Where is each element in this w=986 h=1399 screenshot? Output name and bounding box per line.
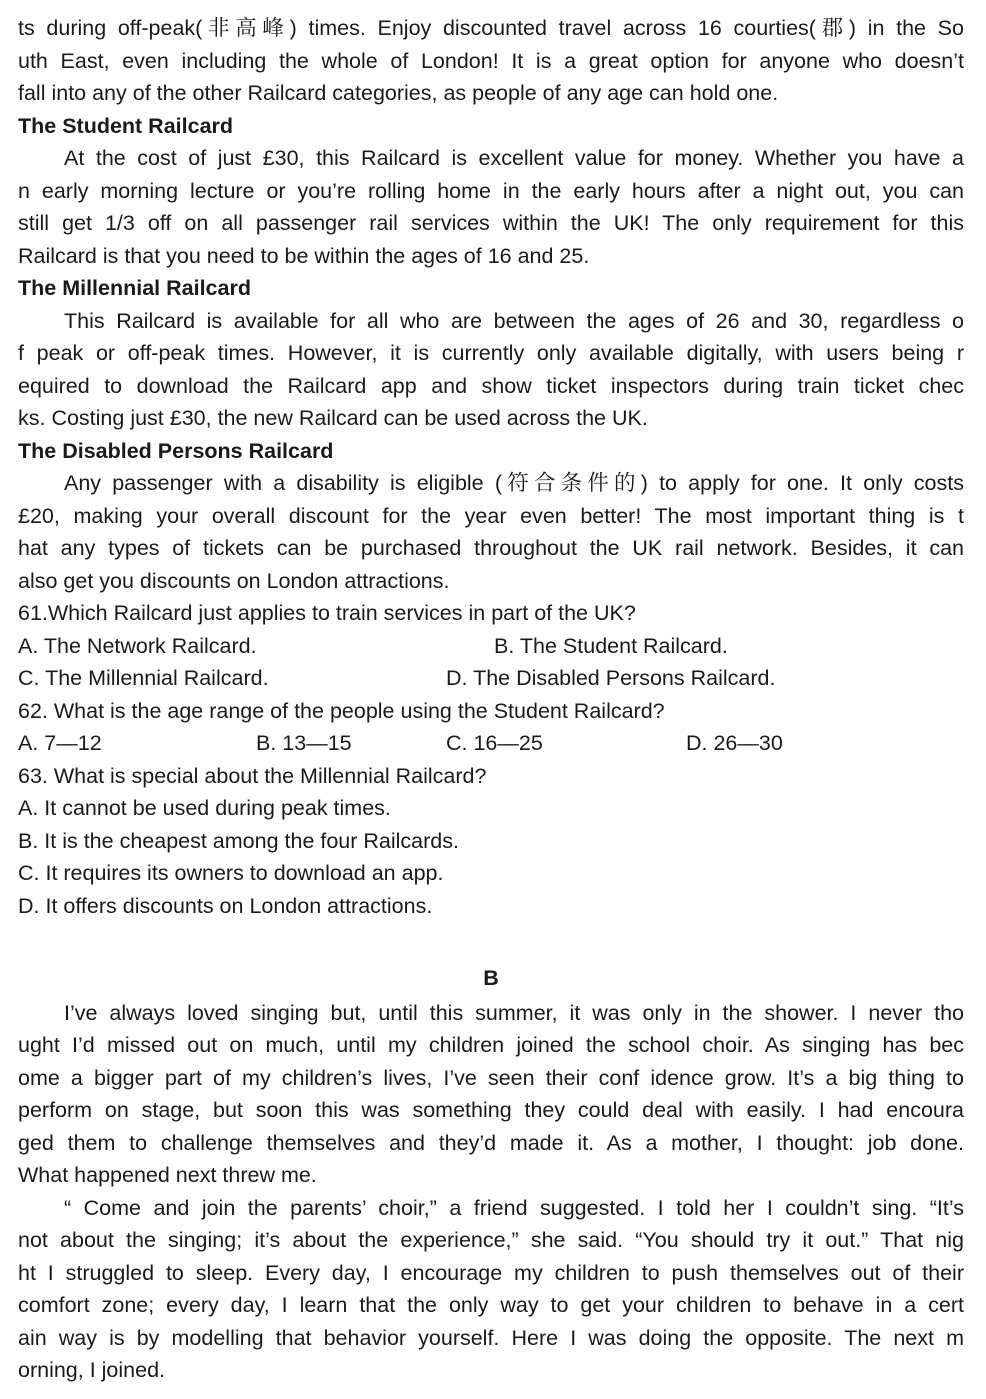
question-62 [18, 695, 964, 760]
disabled-railcard-paragraph [18, 467, 964, 597]
text-line: “ Come and join the parents’ choir,” a friend suggested. I told her I couldn’t sing. “It’s [64, 1195, 964, 1220]
options-row [18, 662, 964, 695]
text-line: What happened next threw me. [18, 1163, 317, 1187]
option-c: C. 16—25 [446, 731, 543, 755]
text-line: not about the singing; it’s about the experience,” she said. “You should try it out.” That nig [18, 1228, 964, 1252]
text-line: At the cost of just £30, this Railcard is excellent value for money. Whether you have a [64, 146, 964, 170]
text-line: ht I struggled to sleep. Every day, I encourage my children to push themselves out of their [18, 1260, 964, 1285]
disabled-railcard-heading: The Disabled Persons Railcard [18, 438, 334, 463]
section-b-paragraph-2 [18, 1192, 964, 1387]
text-line: hat any types of tickets can be purchased throughout the UK rail network. Besides, it can [18, 536, 964, 560]
student-railcard-paragraph [18, 142, 964, 272]
text-line: ts during off-peak(非高峰) times. Enjoy discounted travel across 16 courties(郡) in the So [18, 16, 964, 40]
section-b-label: B [483, 966, 499, 990]
section-b-paragraph-1 [18, 997, 964, 1192]
option-d: D. It offers discounts on London attractions. [18, 893, 433, 918]
option-d: D. The Disabled Persons Railcard. [446, 666, 776, 690]
text-line: comfort zone; every day, I learn that the only way to get your children to behave in a cert [18, 1293, 964, 1317]
text-line: orning, I joined. [18, 1358, 166, 1382]
network-railcard-paragraph [18, 12, 964, 110]
text-line: ain way is by modelling that behavior yourself. Here I was doing the opposite. The next m [18, 1325, 964, 1350]
option-c: C. The Millennial Railcard. [18, 666, 269, 690]
question-text: 61.Which Railcard just applies to train services in part of the UK? [18, 601, 636, 625]
question-61 [18, 597, 964, 695]
text-line: Any passenger with a disability is eligible (符合条件的) to apply for one. It only costs [64, 471, 964, 495]
text-line: ught I’d missed out on much, until my children joined the school choir. As singing has bec [18, 1033, 964, 1057]
option-a: A. The Network Railcard. [18, 633, 257, 658]
millennial-railcard-heading: The Millennial Railcard [18, 276, 251, 300]
text-line: also get you discounts on London attractions. [18, 568, 450, 593]
text-line: ged them to challenge themselves and they’d made it. As a mother, I thought: job done. [18, 1130, 964, 1155]
text-line: equired to download the Railcard app and show ticket inspectors during train ticket chec [18, 373, 964, 398]
option-a: A. It cannot be used during peak times. [18, 796, 391, 820]
option-c: C. It requires its owners to download an app. [18, 861, 444, 885]
text-line: perform on stage, but soon this was something they could deal with easily. I had encoura [18, 1098, 964, 1122]
text-line: still get 1/3 off on all passenger rail services within the UK! The only requirement for this [18, 211, 964, 235]
text-line: £20, making your overall discount for the year even better! The most important thing is t [18, 503, 964, 528]
question-text: 62. What is the age range of the people using the Student Railcard? [18, 698, 665, 723]
question-text: 63. What is special about the Millennial Railcard? [18, 763, 487, 788]
option-d: D. 26—30 [686, 731, 783, 755]
options-row [18, 630, 964, 663]
text-line: ome a bigger part of my children’s lives, I’ve seen their conf idence grow. It’s a big thing to [18, 1065, 964, 1090]
option-b: B. It is the cheapest among the four Railcards. [18, 828, 459, 853]
options-row [18, 727, 964, 760]
text-line: fall into any of the other Railcard categories, as people of any age can hold one. [18, 81, 779, 105]
text-line: This Railcard is available for all who are between the ages of 26 and 30, regardless o [64, 308, 964, 333]
option-a: A. 7—12 [18, 731, 102, 755]
question-63 [18, 760, 964, 923]
text-line: f peak or off-peak times. However, it is currently only available digitally, with users being r [18, 341, 964, 365]
option-b: B. The Student Railcard. [494, 633, 728, 658]
text-line: ks. Costing just £30, the new Railcard can be used across the UK. [18, 406, 648, 430]
text-line: n early morning lecture or you’re rolling home in the early hours after a night out, you can [18, 178, 964, 203]
student-railcard-heading: The Student Railcard [18, 113, 234, 138]
millennial-railcard-paragraph [18, 305, 964, 435]
text-line: Railcard is that you need to be within the ages of 16 and 25. [18, 243, 590, 268]
option-b: B. 13—15 [256, 731, 352, 755]
text-line: uth East, even including the whole of London! It is a great option for anyone who doesn’t [18, 48, 964, 73]
text-line: I’ve always loved singing but, until this summer, it was only in the shower. I never tho [64, 1000, 964, 1025]
